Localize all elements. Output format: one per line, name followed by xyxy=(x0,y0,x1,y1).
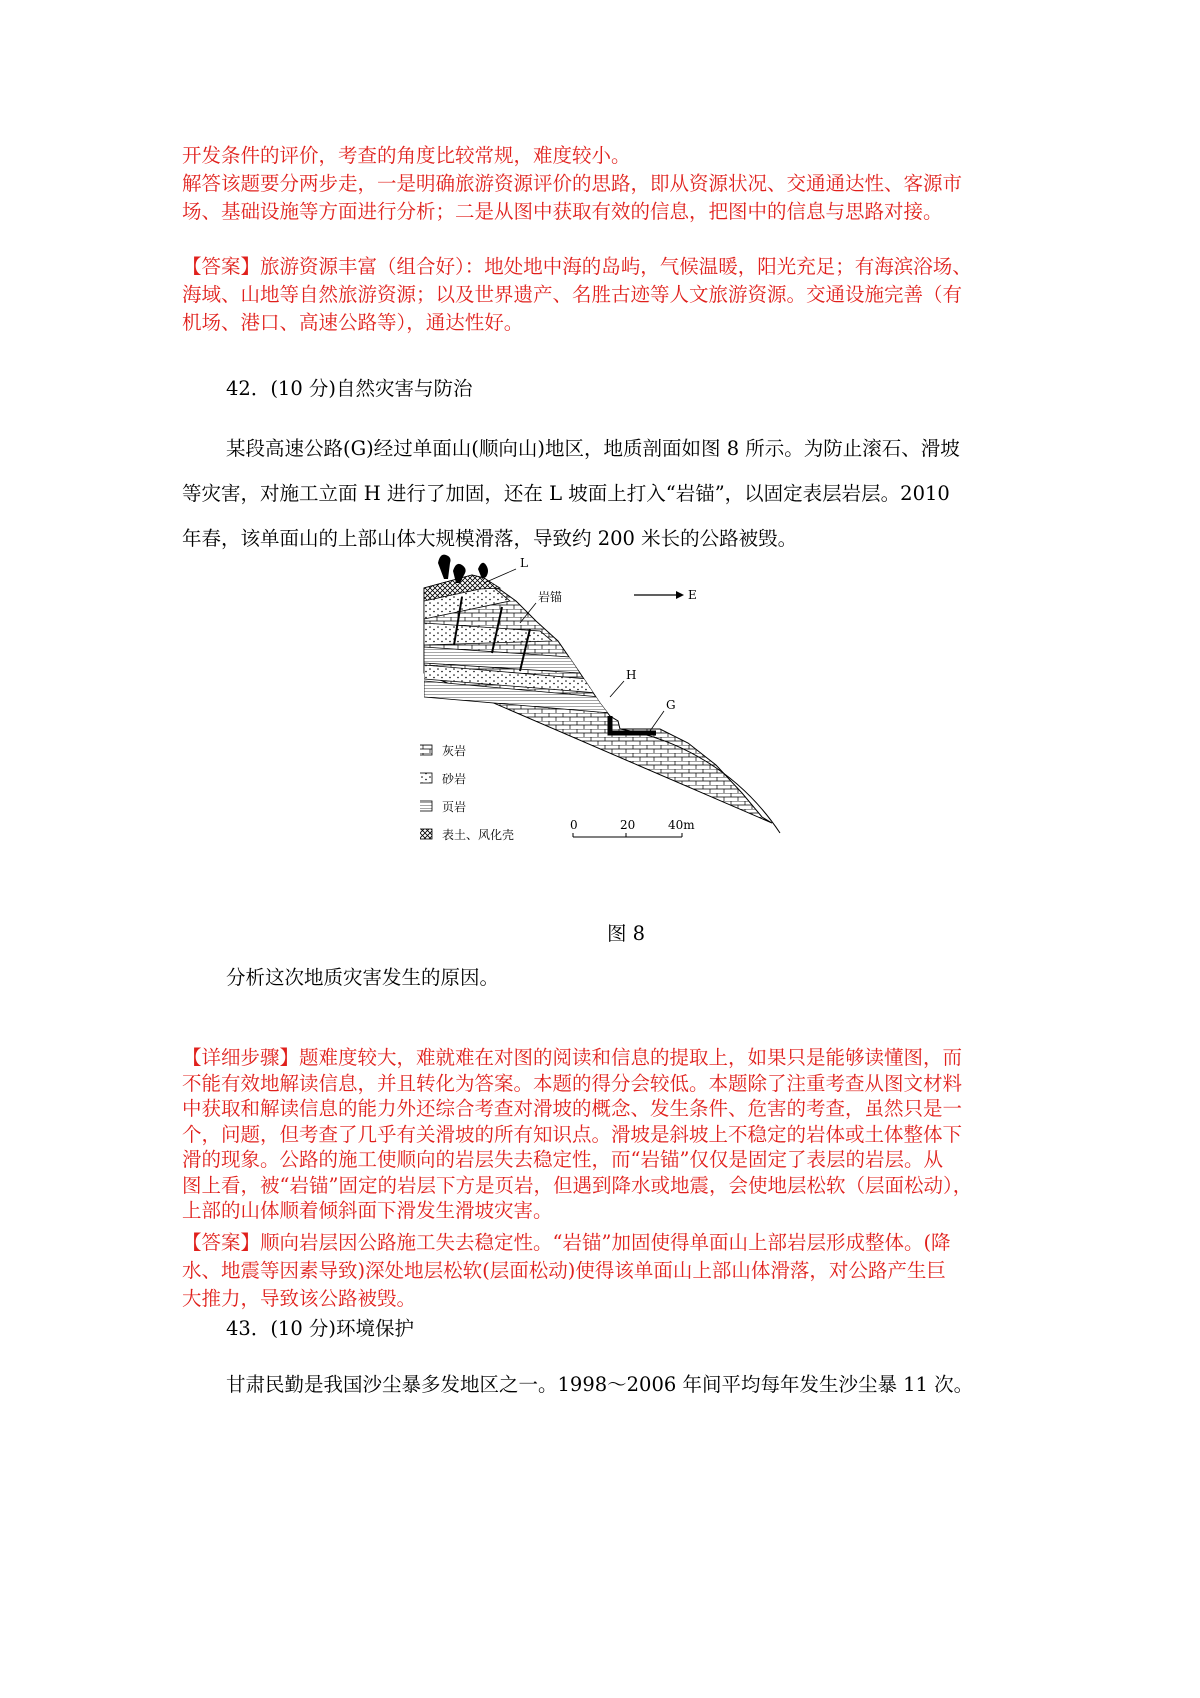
label-h: H xyxy=(626,668,637,682)
answer-line: 【答案】旅游资源丰富（组合好）：地处地中海的岛屿，气候温暖，阳光充足；有海滨浴场、 xyxy=(182,255,972,278)
analysis-line: 解答该题要分两步走，一是明确旅游资源评价的思路，即从资源状况、交通通达性、客源市 xyxy=(182,172,963,195)
answer-line: 机场、港口、高速公路等），通达性好。 xyxy=(182,311,524,334)
strata-body xyxy=(424,575,780,833)
steps-line: 图上看，被“岩锚”固定的岩层下方是页岩，但遇到降水或地震，会使地层松软（层面松动）， xyxy=(182,1173,973,1197)
east-arrow-icon xyxy=(634,591,684,599)
answer-41-block xyxy=(182,253,1032,337)
scale-bar xyxy=(570,818,695,837)
steps-line: 【详细步骤】题难度较大，难就难在对图的阅读和信息的提取上，如果只是能够读懂图，而 xyxy=(182,1046,963,1069)
legend xyxy=(420,743,514,842)
q42-question: 分析这次地质灾害发生的原因。 xyxy=(226,966,500,989)
label-l-leader xyxy=(484,569,516,583)
q42-body-line: 某段高速公路(G)经过单面山(顺向山)地区，地质剖面如图 8 所示。为防止滚石、滑坡 xyxy=(226,437,960,460)
scale-40m: 40m xyxy=(668,818,695,832)
steps-line: 中获取和解读信息的能力外还综合考查对滑坡的概念、发生条件、危害的考查，虽然只是一 xyxy=(182,1097,963,1120)
legend-swatch-sandstone xyxy=(420,773,432,783)
q43-body: 甘肃民勤是我国沙尘暴多发地区之一。1998～2006 年间平均每年发生沙尘暴 11 次。 xyxy=(226,1373,974,1396)
answer-line: 【答案】顺向岩层因公路施工失去稳定性。“岩锚”加固使得单面山上部岩层形成整体。(降 xyxy=(182,1231,951,1254)
figure-caption: 图 8 xyxy=(606,922,646,945)
q42-body xyxy=(182,426,1032,561)
q42-heading-block xyxy=(182,375,1032,403)
q43-body-block xyxy=(182,1371,1032,1399)
label-g: G xyxy=(666,698,676,712)
legend-shale: 页岩 xyxy=(442,800,467,814)
answer-line: 水、地震等因素导致)深处地层松软(层面松动)使得该单面山上部山体滑落，对公路产生巨 xyxy=(182,1259,946,1282)
steps-42-block xyxy=(182,1045,1032,1224)
legend-soil: 表土、风化壳 xyxy=(442,828,515,842)
steps-line: 滑的现象。公路的施工使顺向的岩层失去稳定性，而“岩锚”仅仅是固定了表层的岩层。从 xyxy=(182,1148,943,1171)
q42-body-line: 年春，该单面山的上部山体大规模滑落，导致约 200 米长的公路被毁。 xyxy=(182,527,798,550)
analysis-line: 场、基础设施等方面进行分析；二是从图中获取有效的信息，把图中的信息与思路对接。 xyxy=(182,200,943,223)
analysis-line: 开发条件的评价，考查的角度比较常规，难度较小。 xyxy=(182,144,631,167)
legend-limestone: 灰岩 xyxy=(442,744,467,758)
label-h-leader xyxy=(610,681,624,697)
q43-heading-block xyxy=(182,1315,1032,1343)
label-rock-anchor: 岩锚 xyxy=(538,590,563,604)
answer-42-block xyxy=(182,1229,1032,1313)
answer-line: 海域、山地等自然旅游资源；以及世界遗产、名胜古迹等人文旅游资源。交通设施完善（有 xyxy=(182,283,963,306)
legend-swatch-soil xyxy=(420,829,432,839)
q42-question-block xyxy=(182,964,1032,992)
q42-heading: 42．(10 分)自然灾害与防治 xyxy=(226,377,473,400)
label-g-leader xyxy=(650,711,664,731)
legend-swatch-limestone xyxy=(420,745,432,755)
answer-line: 大推力，导致该公路被毁。 xyxy=(182,1287,417,1310)
q43-heading: 43．(10 分)环境保护 xyxy=(226,1317,415,1340)
legend-sandstone: 砂岩 xyxy=(442,772,467,786)
steps-line: 个，问题，但考查了几乎有关滑坡的所有知识点。滑坡是斜坡上不稳定的岩体或土体整体下 xyxy=(182,1122,963,1146)
steps-line: 上部的山体顺着倾斜面下滑发生滑坡灾害。 xyxy=(182,1199,553,1222)
steps-line: 不能有效地解读信息，并且转化为答案。本题的得分会较低。本题除了注重考查从图文材料 xyxy=(182,1071,963,1095)
scale-20: 20 xyxy=(620,818,636,832)
legend-swatch-shale xyxy=(420,801,432,811)
label-l: L xyxy=(520,556,528,570)
analysis-block xyxy=(182,142,1032,226)
q42-body-line: 等灾害，对施工立面 H 进行了加固，还在 L 坡面上打入“岩锚”，以固定表层岩层。2010 xyxy=(182,482,950,505)
geology-cross-section-figure xyxy=(420,553,820,893)
scale-0: 0 xyxy=(570,818,578,832)
label-east: E xyxy=(688,588,697,602)
